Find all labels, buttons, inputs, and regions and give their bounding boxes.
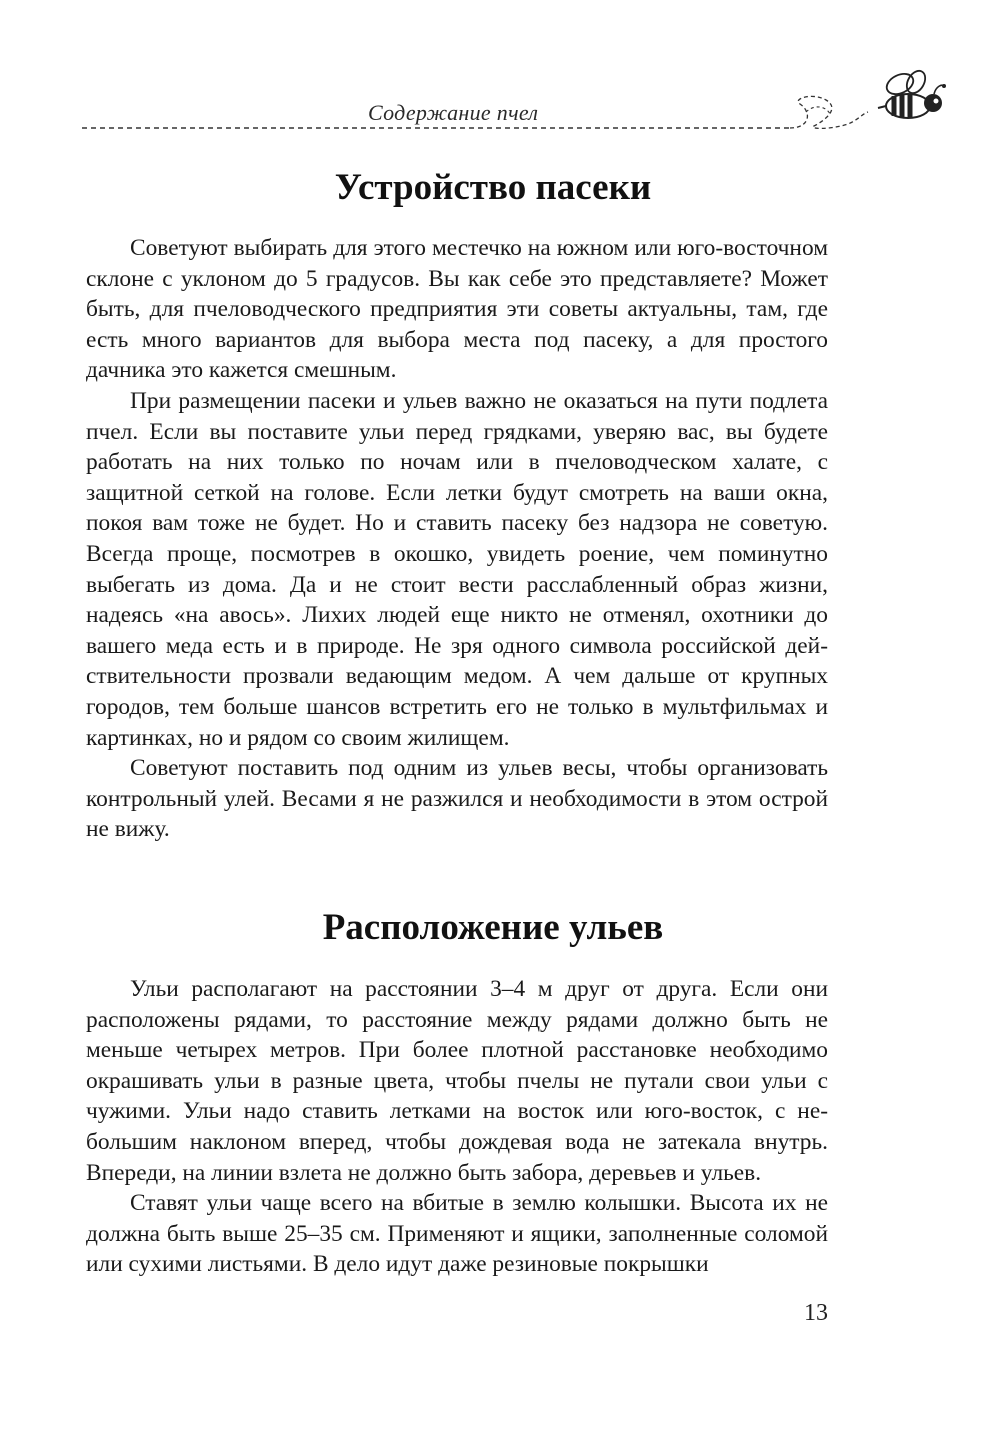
running-header-title: Содержание пчел <box>365 100 541 126</box>
paragraph: Советуют выбирать для этого местечко на южном или юго-восточном склоне с уклоном до 5 градусов. Вы как себе это представляете? Может быть, для пчеловодческого предприятия эти советы актуальны, там, где есть много вариантов для выбора места под пасеку, а для простого дачника это кажется смешным. <box>86 235 828 384</box>
dashed-header-rule <box>0 0 986 150</box>
section-title-hive-placement: Расположение ульев <box>322 907 664 948</box>
running-header <box>0 0 986 150</box>
section-title-apiary: Устройство пасеки <box>334 167 652 208</box>
paragraph: Ставят ульи чаще всего на вбитые в землю колышки. Высота их не должна быть выше 25–35 см. Применяют и ящики, заполненные соломой или сухими листьями. В дело идут даже резиновые покрышки <box>86 1190 828 1278</box>
section-body-hive-placement <box>86 974 828 1280</box>
paragraph: Советуют поставить под одним из ульев весы, чтобы организовать контрольный улей. Весами я не разжился и необходимости в этом острой не вижу. <box>86 755 828 843</box>
bee-icon <box>872 68 952 128</box>
section-body-apiary <box>86 233 828 845</box>
paragraph: Ульи располагают на расстоянии 3–4 м друг от друга. Если они расположены рядами, то расстояние между рядами должно быть не меньше четырех метров. При более плотной расстановке необходимо окрашивать ульи в разные цвета, чтобы пчелы не путали свои ульи с чужими. Ульи надо ставить летками на восток или юго-восток, с небольшим наклоном вперед, чтобы дождевая вода не затекала внутрь. Впереди, на линии взлета не должно быть забора, деревьев и ульев. <box>86 976 828 1186</box>
page-number: 13 <box>804 1300 828 1326</box>
paragraph: При размещении пасеки и ульев важно не оказаться на пути подлета пчел. Если вы поставите ульи перед грядками, уверяю вас, вы будете работать на них только по ночам или в пчеловодческом халате, с защитной сеткой на голове. Если летки будут смотреть на ваши окна, покоя вам тоже не будет. Но и ставить пасеку без надзора не советую. Всегда проще, посмотрев в окошко, увидеть роение, чем поминутно выбегать из дома. Да и не стоит вести расслабленный образ жизни, надеясь «на авось». Лихих людей еще никто не отменял, охотники до вашего меда есть и в природе. Не зря одного символа российской действительности прозвали ведающим медом. А чем дальше от крупных городов, тем больше шансов встретить его не только в мультфильмах и картинках, но и рядом со своим жилищем. <box>86 387 828 751</box>
